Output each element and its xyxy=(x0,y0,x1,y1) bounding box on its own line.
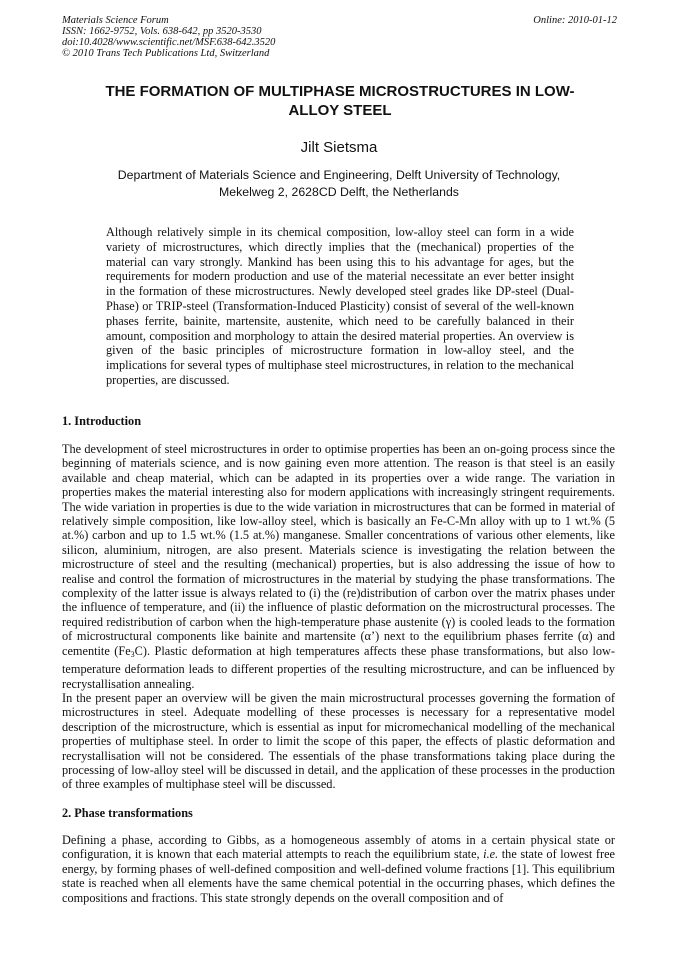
abstract-text: Although relatively simple in its chemical composition, low-alloy steel can form in a wide variety of microstructures, which directly implies that the (mechanical) properties of the material can vary strongly. Mankind has been using this to his advantage for ages, but the requirements for modern production and use of the material necessitate an ever better insight in the formation of these microstructures. Newly developed steel grades like DP-steel (Dual-Phase) or TRIP-steel (Transformation-Induced Plasticity) consist of several of the well-known phases ferrite, bainite, martensite, austenite, which need to be carefully balanced in their amount, composition and morphology to attain the desired material properties. An overview is given of the basic principles of microstructure formation in low-alloy steel, and the implications for several types of multiphase steel microstructures, in relation to the mechanical properties, are discussed. xyxy=(106,225,574,387)
section-heading-introduction: 1. Introduction xyxy=(62,414,142,428)
title-line-2: ALLOY STEEL xyxy=(288,102,392,119)
affiliation-line-2: Mekelweg 2, 2628CD Delft, the Netherlands xyxy=(219,185,459,199)
introduction-paragraph-1: The development of steel microstructures in order to optimise properties has been an on-going process since the beginning of materials science, and is now gaining even more attention. The reason is that steel is an easily available and cheap material, which can be adapted in its properties over a wide range. The variation in properties makes the material interesting also for modern applications with increasingly stringent requirements. The wide variation in properties is due to the wide variation in microstructures that can be formed in material of relatively simple composition, like low-alloy steel, which is basically an Fe-C-Mn alloy with up to 1 wt.% (5 at.%) carbon and up to 1.5 wt.% (1.5 at.%) manganese. Smaller concentrations of various other elements, like silicon, aluminium, nitrogen, are also present. Materials science is investigating the relation between the microstructure of steel and the resulting (mechanical) properties, but is also addressing the issue of how to realise and control the formation of microstructures in the material by studying the phase transformations. The complexity of the latter issue is always related to (i) the (re)distribution of carbon over the matrix phases under the influence of temperature, and (ii) the influence of plastic deformation on the microstructural processes. The required redistribution of carbon when the high-temperature phase austenite (γ) is cooled leads to the formation of microstructural components like bainite and martensite (α’) next to the equilibrium phases ferrite (α) and cementite $(Fe_3C)$. Plastic deformation at high temperatures affects these phase transformations, but also low-temperature deformation leads to different properties of the resulting microstructure, and can be influenced by recrystallisation annealing. xyxy=(62,442,616,691)
affiliation-line-1: Department of Materials Science and Engineering, Delft University of Technology, xyxy=(117,168,561,182)
affiliation xyxy=(90,167,588,201)
author-name: Jilt Sietsma xyxy=(300,139,378,156)
phase-transformations-body xyxy=(62,833,615,905)
title-line-1: THE FORMATION OF MULTIPHASE MICROSTRUCTURES IN LOW- xyxy=(105,83,575,100)
copyright-line: © 2010 Trans Tech Publications Ltd, Switzerland xyxy=(62,48,270,59)
phase-transformations-paragraph-1: Defining a phase, according to Gibbs, as a homogeneous assembly of atoms in a certain physical state or configuration, it is known that each material attempts to reach the equilibrium state, i.e. the state of lowest free energy, by forming phases of well-defined composition and well-defined volume fractions [1]. This equilibrium state is reached when all elements have the same chemical potential in the occurring phases, which defines the compositions and fractions. This state strongly depends on the overall composition and of xyxy=(62,833,615,905)
publication-header xyxy=(62,15,617,59)
introduction-body xyxy=(62,442,615,792)
paper-title xyxy=(70,82,610,120)
section-heading-phase-transformations: 2. Phase transformations xyxy=(62,806,193,820)
issn-line: ISSN: 1662-9752, Vols. 638-642, pp 3520-3530 xyxy=(62,26,262,37)
journal-name: Materials Science Forum xyxy=(62,15,169,26)
doi-line: doi:10.4028/www.scientific.net/MSF.638-642.3520 xyxy=(62,37,276,48)
online-date: Online: 2010-01-12 xyxy=(533,15,617,26)
introduction-paragraph-2: In the present paper an overview will be given the main microstructural processes governing the formation of microstructures in steel. Adequate modelling of these processes is necessary for a representative model description of the microstructure, which is essential as input for micromechanical modelling of the mechanical properties of multiphase steel. In order to limit the scope of this paper, the effects of plastic deformation and recrystallisation will not be considered. The essentials of the phase transformations taking place during the processing of low-alloy steel will be discussed in detail, and the application of these processes in the production of three examples of multiphase steel will be discussed. xyxy=(62,690,615,792)
